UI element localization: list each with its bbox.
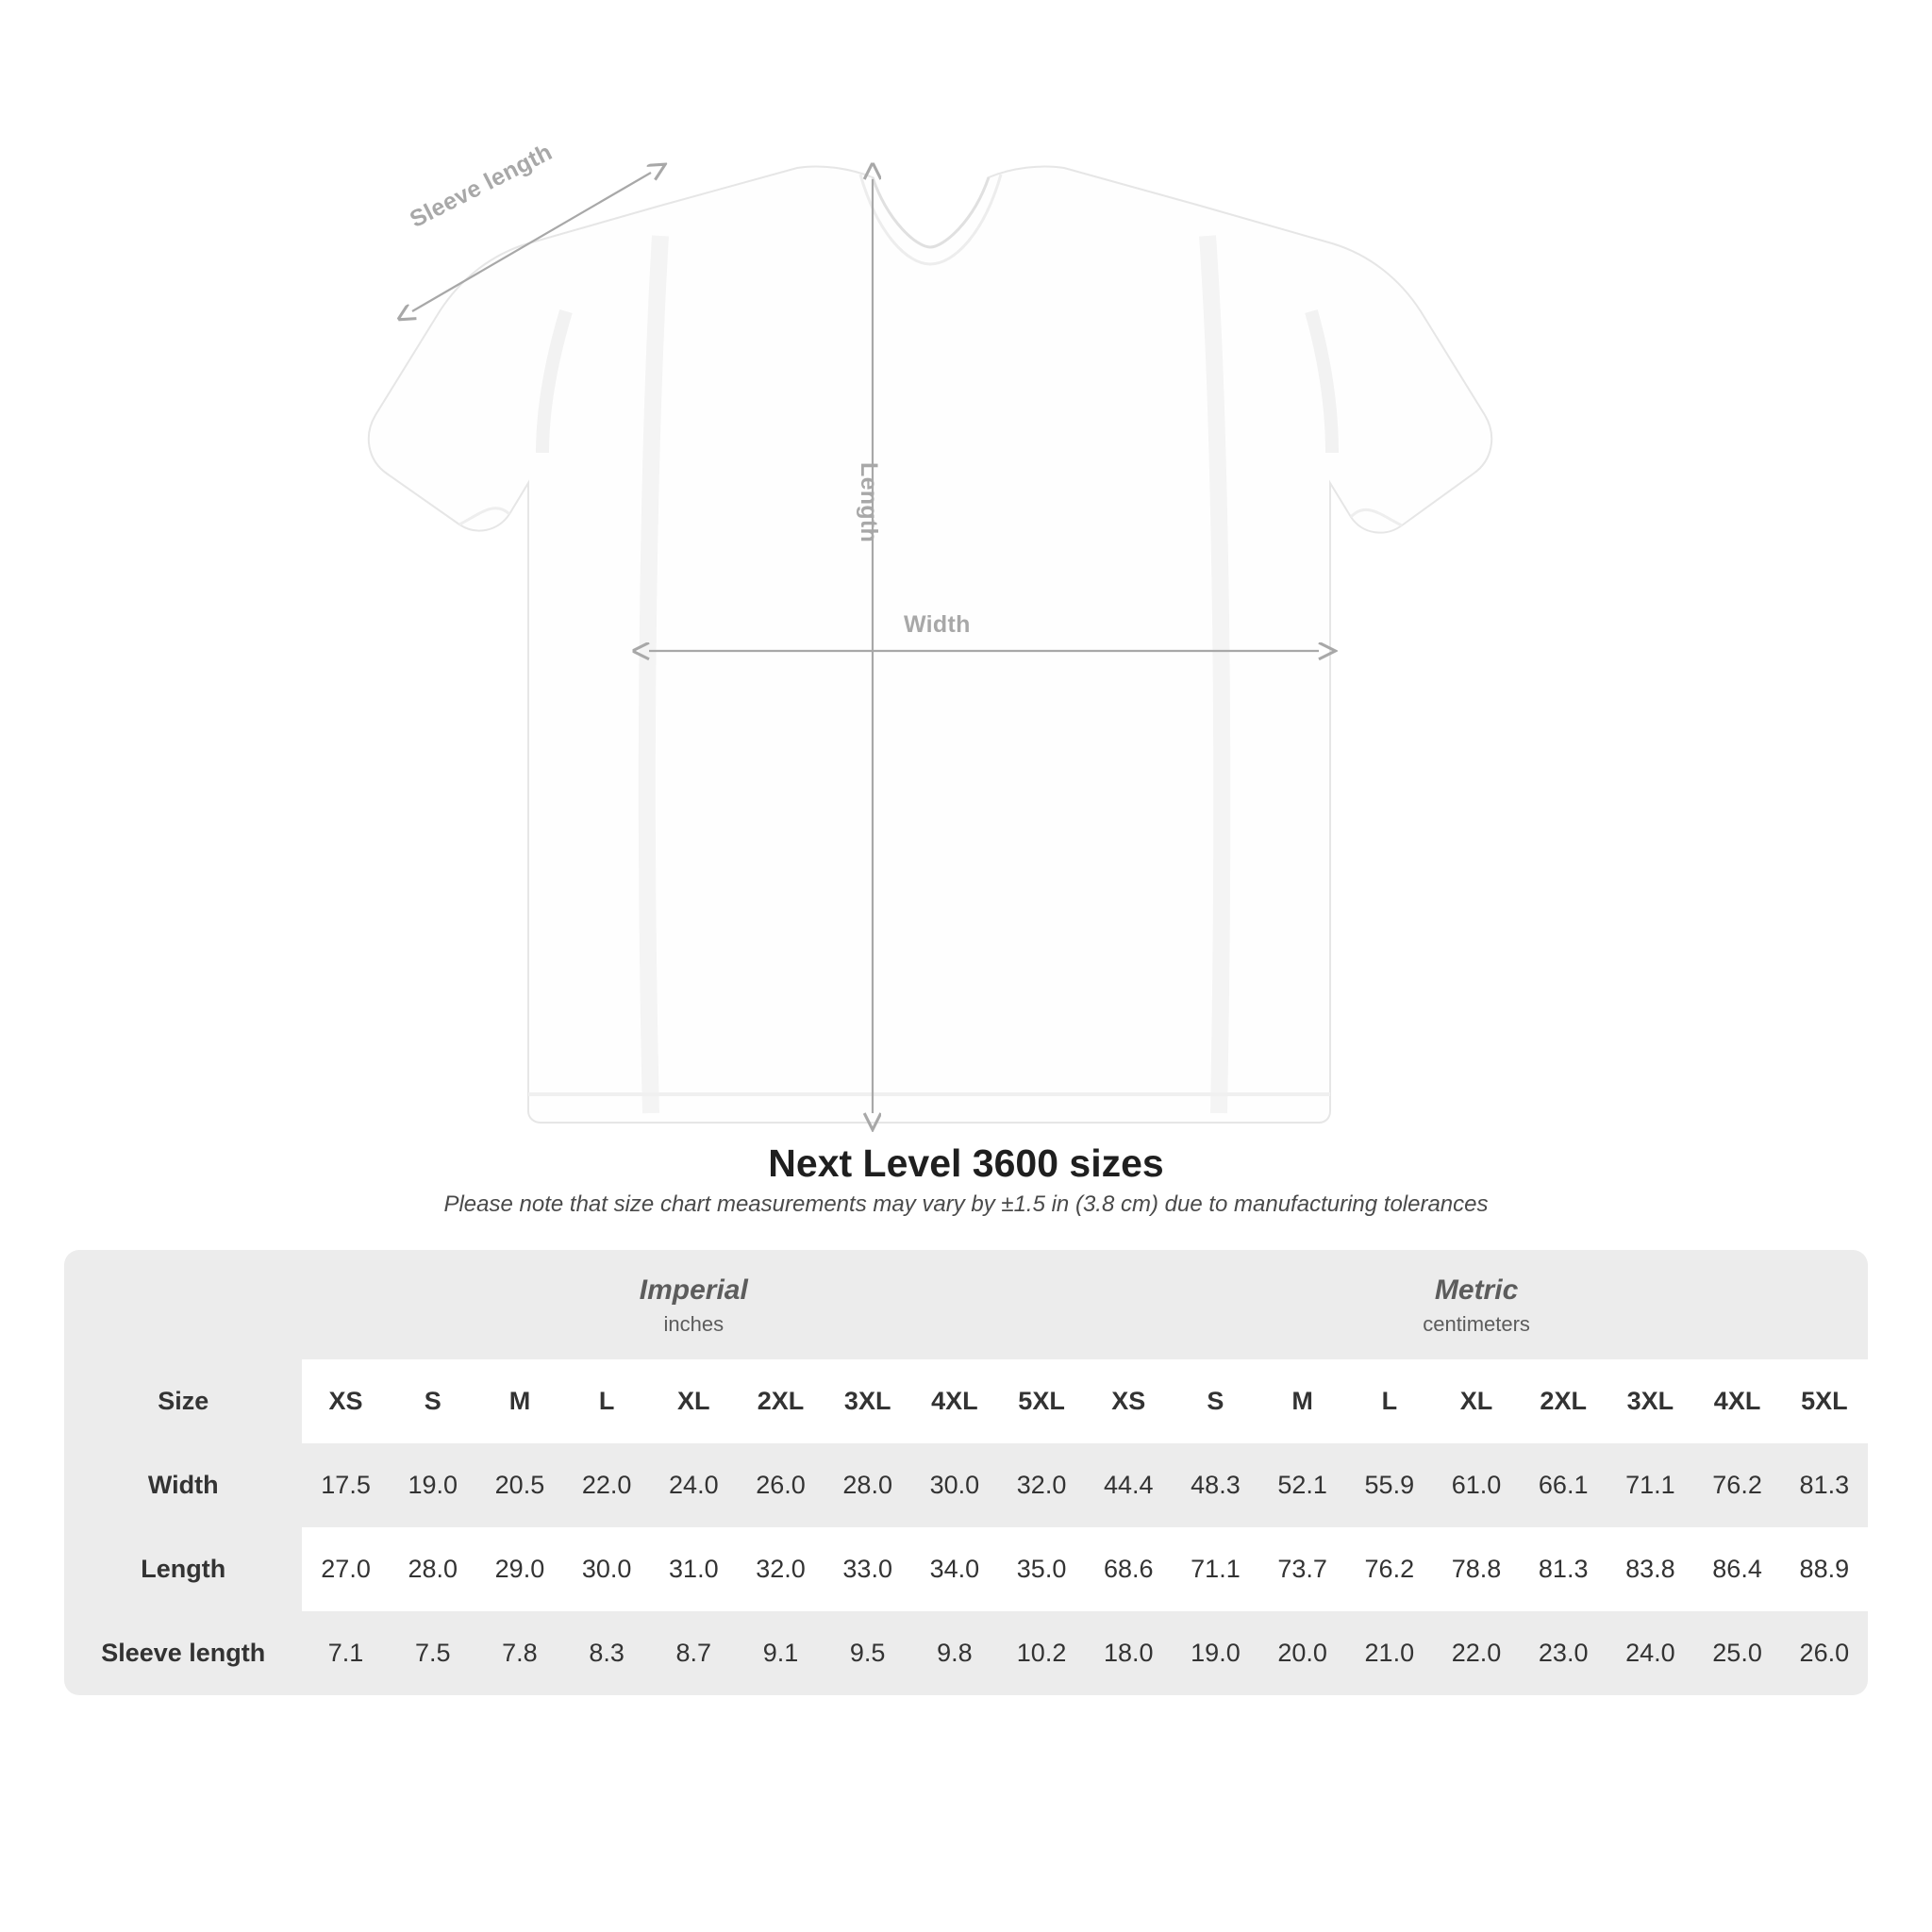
measurement-cell: 9.8 — [911, 1611, 998, 1695]
measurement-cell: 81.3 — [1781, 1443, 1868, 1527]
measurement-cell: 86.4 — [1693, 1527, 1780, 1611]
size-header-cell: 3XL — [1607, 1359, 1693, 1443]
measurement-cell: 44.4 — [1085, 1443, 1172, 1527]
size-header-cell: L — [563, 1359, 650, 1443]
measurement-cell: 71.1 — [1607, 1443, 1693, 1527]
size-header-cell: M — [476, 1359, 563, 1443]
table-corner-cell — [64, 1250, 302, 1359]
measurement-cell: 20.0 — [1259, 1611, 1346, 1695]
size-header-cell: S — [1172, 1359, 1258, 1443]
page-title: Next Level 3600 sizes — [768, 1141, 1164, 1185]
measurement-cell: 9.5 — [824, 1611, 911, 1695]
size-table-wrap — [0, 1250, 1932, 1695]
table-row — [64, 1443, 1868, 1527]
row-label-sleeve-length: Sleeve length — [64, 1611, 302, 1695]
measurement-cell: 32.0 — [737, 1527, 824, 1611]
length-label: Length — [856, 462, 882, 543]
unit-header-row — [64, 1250, 1868, 1359]
unit-group-name: Metric — [1434, 1274, 1519, 1306]
measurement-cell: 17.5 — [302, 1443, 389, 1527]
measurement-cell: 76.2 — [1693, 1443, 1780, 1527]
measurement-cell: 19.0 — [1172, 1611, 1258, 1695]
unit-group-name: Imperial — [639, 1274, 748, 1306]
size-table — [64, 1250, 1868, 1695]
measurement-cell: 34.0 — [911, 1527, 998, 1611]
measurement-cell: 35.0 — [998, 1527, 1085, 1611]
size-header-cell: XS — [302, 1359, 389, 1443]
row-label-width: Width — [64, 1443, 302, 1527]
size-header-cell: S — [390, 1359, 476, 1443]
row-header-size: Size — [64, 1359, 302, 1443]
measurement-cell: 7.1 — [302, 1611, 389, 1695]
size-header-cell: XS — [1085, 1359, 1172, 1443]
measurement-cell: 9.1 — [737, 1611, 824, 1695]
unit-group-metric — [1085, 1250, 1868, 1359]
tshirt-shape — [369, 166, 1491, 1123]
measurement-cell: 31.0 — [650, 1527, 737, 1611]
size-header-cell: 4XL — [911, 1359, 998, 1443]
measurement-cell: 83.8 — [1607, 1527, 1693, 1611]
measurement-cell: 78.8 — [1433, 1527, 1520, 1611]
table-row — [64, 1611, 1868, 1695]
measurement-cell: 61.0 — [1433, 1443, 1520, 1527]
unit-group-imperial — [302, 1250, 1085, 1359]
size-header-row — [64, 1359, 1868, 1443]
size-header-cell: 5XL — [998, 1359, 1085, 1443]
measurement-cell: 66.1 — [1520, 1443, 1607, 1527]
measurement-cell: 76.2 — [1346, 1527, 1433, 1611]
measurement-cell: 25.0 — [1693, 1611, 1780, 1695]
measurement-cell: 73.7 — [1259, 1527, 1346, 1611]
measurement-cell: 24.0 — [1607, 1611, 1693, 1695]
measurement-cell: 8.7 — [650, 1611, 737, 1695]
sleeve-length-label: Sleeve length — [406, 139, 557, 233]
measurement-cell: 81.3 — [1520, 1527, 1607, 1611]
measurement-cell: 26.0 — [1781, 1611, 1868, 1695]
size-header-cell: 5XL — [1781, 1359, 1868, 1443]
measurement-cell: 29.0 — [476, 1527, 563, 1611]
measurement-cell: 10.2 — [998, 1611, 1085, 1695]
size-header-cell: M — [1259, 1359, 1346, 1443]
measurement-cell: 21.0 — [1346, 1611, 1433, 1695]
measurement-cell: 22.0 — [563, 1443, 650, 1527]
row-label-length: Length — [64, 1527, 302, 1611]
measurement-cell: 24.0 — [650, 1443, 737, 1527]
size-header-cell: 3XL — [824, 1359, 911, 1443]
measurement-cell: 19.0 — [390, 1443, 476, 1527]
size-header-cell: XL — [650, 1359, 737, 1443]
measurement-cell: 32.0 — [998, 1443, 1085, 1527]
measurement-cell: 55.9 — [1346, 1443, 1433, 1527]
table-row — [64, 1527, 1868, 1611]
measurement-cell: 30.0 — [563, 1527, 650, 1611]
measurement-cell: 7.8 — [476, 1611, 563, 1695]
measurement-cell: 20.5 — [476, 1443, 563, 1527]
measurement-cell: 23.0 — [1520, 1611, 1607, 1695]
measurement-cell: 26.0 — [737, 1443, 824, 1527]
tolerance-note: Please note that size chart measurements may vary by ±1.5 in (3.8 cm) due to manufacturing tolerances — [443, 1191, 1489, 1217]
measurement-cell: 7.5 — [390, 1611, 476, 1695]
measurement-cell: 52.1 — [1259, 1443, 1346, 1527]
measurement-cell: 48.3 — [1172, 1443, 1258, 1527]
measurement-cell: 88.9 — [1781, 1527, 1868, 1611]
measurement-cell: 68.6 — [1085, 1527, 1172, 1611]
measurement-cell: 18.0 — [1085, 1611, 1172, 1695]
width-label: Width — [904, 611, 971, 638]
unit-group-unit: inches — [663, 1312, 724, 1336]
measurement-cell: 27.0 — [302, 1527, 389, 1611]
size-header-cell: XL — [1433, 1359, 1520, 1443]
measurement-cell: 71.1 — [1172, 1527, 1258, 1611]
measurement-cell: 30.0 — [911, 1443, 998, 1527]
measurement-cell: 28.0 — [390, 1527, 476, 1611]
size-header-cell: 2XL — [737, 1359, 824, 1443]
measurement-cell: 33.0 — [824, 1527, 911, 1611]
size-header-cell: L — [1346, 1359, 1433, 1443]
unit-group-unit: centimeters — [1423, 1312, 1530, 1336]
size-header-cell: 2XL — [1520, 1359, 1607, 1443]
measurement-cell: 22.0 — [1433, 1611, 1520, 1695]
measurement-cell: 8.3 — [563, 1611, 650, 1695]
size-header-cell: 4XL — [1693, 1359, 1780, 1443]
measurement-cell: 28.0 — [824, 1443, 911, 1527]
